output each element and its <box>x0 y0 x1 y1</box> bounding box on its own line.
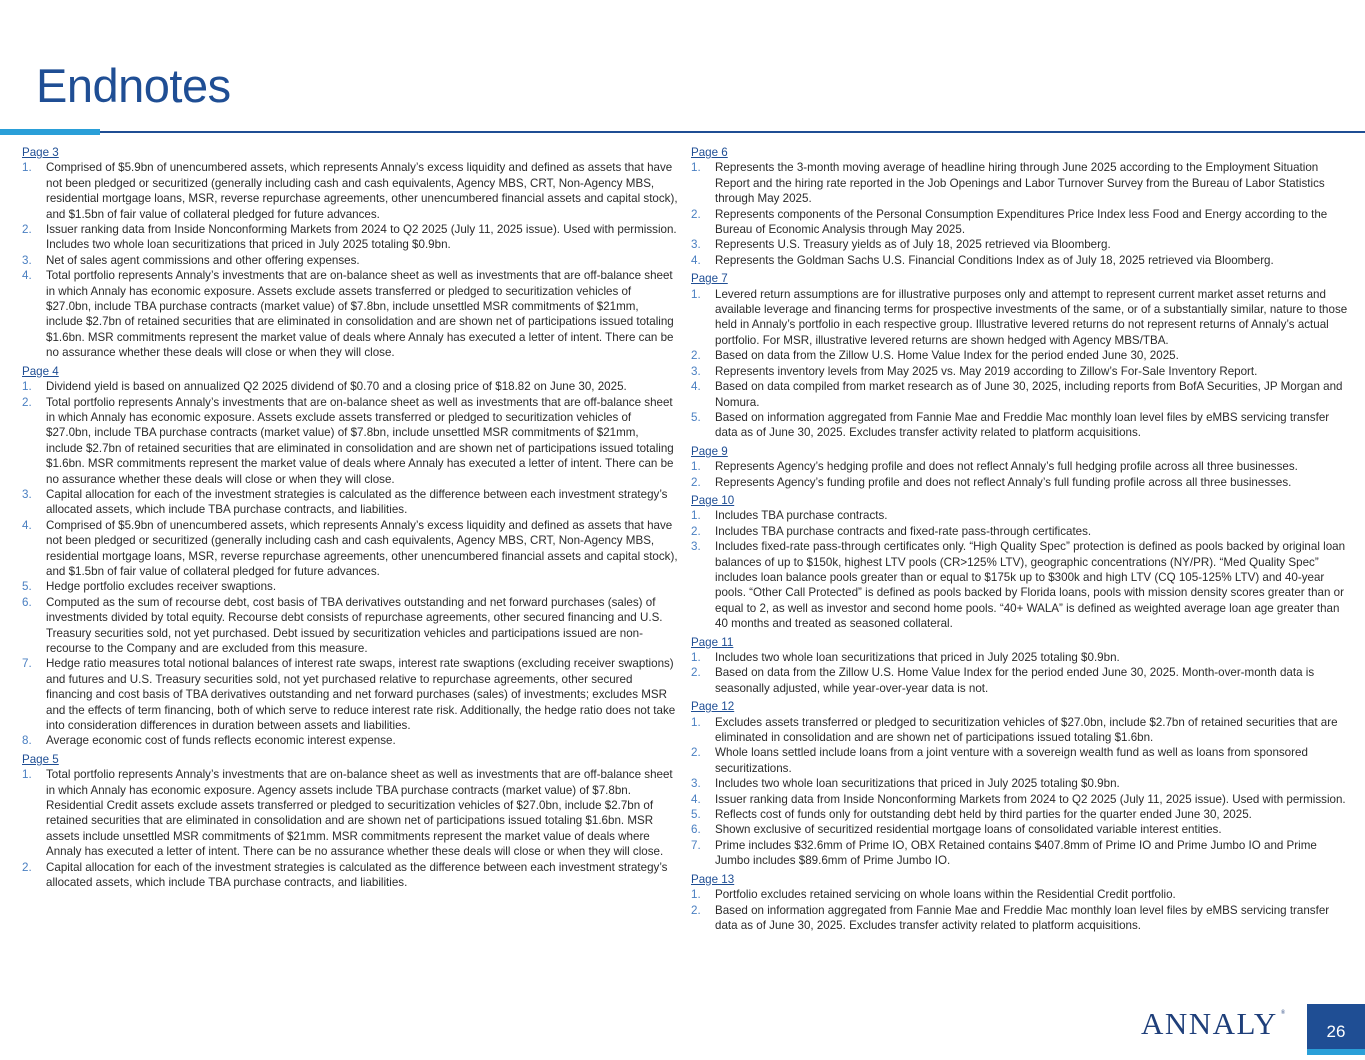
endnote-item <box>22 395 678 487</box>
endnote-text: Represents Agency’s hedging profile and does not reflect Annaly’s full hedging profile across all three businesses. <box>715 460 1298 474</box>
endnote-item <box>691 287 1351 349</box>
endnote-text: Capital allocation for each of the investment strategies is calculated as the difference between each investment strategy’s allocated assets, which include TBA purchase contracts, and liabilities. <box>46 860 668 890</box>
endnote-item <box>22 222 678 253</box>
endnote-text: Shown exclusive of securitized residential mortgage loans of consolidated variable interest entities. <box>715 823 1222 837</box>
endnote-item <box>691 715 1351 746</box>
endnote-list <box>22 160 678 360</box>
endnote-number: 4. <box>691 380 701 394</box>
title-divider <box>0 131 1365 133</box>
endnote-number: 1. <box>691 509 701 523</box>
endnote-section <box>22 749 678 891</box>
endnote-item <box>691 508 1351 523</box>
endnote-number: 2. <box>691 207 701 221</box>
endnote-text: Based on information aggregated from Fannie Mae and Freddie Mac monthly loan level files by eMBS servicing transfer data as of June 30, 2025. Excludes transfer activity related to platform acquisitions. <box>715 410 1330 440</box>
endnote-item <box>691 160 1351 206</box>
endnote-number: 2. <box>691 349 701 363</box>
endnote-section <box>691 632 1351 697</box>
endnote-number: 4. <box>691 253 701 267</box>
endnote-number: 4. <box>691 792 701 806</box>
endnote-item <box>691 379 1351 410</box>
endnote-item <box>691 237 1351 252</box>
endnote-item <box>691 475 1351 490</box>
endnote-number: 5. <box>691 410 701 424</box>
endnote-item <box>691 410 1351 441</box>
page-number-accent <box>1307 1049 1365 1055</box>
endnote-number: 5. <box>22 580 32 594</box>
endnote-number: 2. <box>691 746 701 760</box>
endnote-list <box>691 508 1351 631</box>
endnote-text: Represents Agency’s funding profile and does not reflect Annaly’s full funding profile across all three businesses. <box>715 475 1292 489</box>
endnote-number: 3. <box>691 777 701 791</box>
endnote-item <box>22 860 678 891</box>
endnote-text: Total portfolio represents Annaly’s investments that are on-balance sheet as well as investments that are off-balance sheet in which Annaly has economic exposure. Agency assets include TBA purchase contracts (market value) of $7.8bn. Residential Credit assets exclude assets transferred or pledged to securitization vehicles of $27.0bn, include $2.7bn of retained securities that are eliminated in consolidation and are shown net of participations issued totaling $1.6bn. MSR assets include unsettled MSR commitments of $21mm. MSR commitments represent the market value of deals where Annaly has executed a letter of intent. There can be no assurance whether these deals will close or when they will close. <box>46 768 673 859</box>
endnote-number: 3. <box>691 540 701 554</box>
endnote-text: Includes fixed-rate pass-through certificates only. “High Quality Spec” protection is defined as pools backed by original loan balances of up to $150k, highest LTV pools (CR>125% LTV), geographic concentrations (NY/PR). “Med Quality Spec” includes loan balance pools greater than or equal to $175k up to $300k and high LTV (CQ 105-125% LTV) and 40-year pools. “Other Call Protected” is defined as pools backed by Florida loans, pools with mission density scores greater than or equal to 2, as well as investor and second home pools. “40+ WALA” is defined as weighted average loan age greater than 40 months and treated as seasoned collateral. <box>715 540 1346 631</box>
endnote-text: Whole loans settled include loans from a joint venture with a sovereign wealth fund as well as loans from sponsored securitizations. <box>715 746 1308 775</box>
endnote-text: Represents components of the Personal Consumption Expenditures Price Index less Food and Energy according to the Bureau of Economic Analysis through May 2025. <box>715 207 1328 237</box>
endnote-number: 7. <box>691 838 701 852</box>
endnote-list <box>22 379 678 749</box>
endnote-item <box>691 459 1351 474</box>
endnote-section <box>691 696 1351 868</box>
endnote-item <box>691 745 1351 776</box>
endnote-text: Dividend yield is based on annualized Q2 2025 dividend of $0.70 and a closing price of $18.82 on June 30, 2025. <box>46 380 627 394</box>
endnote-number: 1. <box>691 651 701 664</box>
endnote-text: Includes TBA purchase contracts and fixed-rate pass-through certificates. <box>715 524 1092 538</box>
endnote-text: Represents U.S. Treasury yields as of July 18, 2025 retrieved via Bloomberg. <box>715 238 1111 252</box>
endnote-item <box>22 767 678 859</box>
endnote-section <box>691 869 1351 934</box>
page-reference-heading: Page 5 <box>22 752 59 766</box>
endnote-item <box>691 792 1351 807</box>
endnote-text: Levered return assumptions are for illustrative purposes only and attempt to represent current market asset returns and available leverage and financing terms for prospective investments of the same, or of a substantially similar, nature to those held in Annaly’s portfolio in each respective group. Illustrative levered returns do not represent returns of Annaly’s actual portfolio. For MSR, illustrative levered returns are shown hedged with Agency MBS/TBA. <box>715 287 1348 347</box>
endnote-text: Based on data from the Zillow U.S. Home Value Index for the period ended June 30, 2025. Month-over-month data is seasonally adjusted, while year-over-year data is not. <box>715 666 1315 695</box>
endnote-text: Includes TBA purchase contracts. <box>715 509 888 523</box>
endnote-number: 2. <box>691 903 701 917</box>
endnote-number: 4. <box>22 518 32 532</box>
endnote-number: 2. <box>22 223 32 237</box>
page-reference-heading: Page 3 <box>22 146 59 159</box>
endnote-number: 5. <box>691 808 701 822</box>
endnote-item <box>691 348 1351 363</box>
endnote-number: 3. <box>691 238 701 252</box>
endnote-number: 2. <box>22 860 32 874</box>
endnote-number: 4. <box>22 269 32 283</box>
endnote-number: 3. <box>22 487 32 501</box>
title-divider-accent <box>0 129 100 135</box>
endnote-text: Comprised of $5.9bn of unencumbered assets, which represents Annaly’s excess liquidity and defined as assets that have not been pledged or securitized (generally including cash and cash equivalents, Agency MBS, CRT, Non-Agency MBS, residential mortgage loans, MSR, reverse repurchase agreements, other unencumbered financial assets and capital stock), and $1.5bn of fair value of collateral pledged for future advances. <box>46 518 678 578</box>
endnote-list <box>22 767 678 890</box>
page-reference-heading: Page 13 <box>691 872 735 886</box>
endnote-text: Represents the Goldman Sachs U.S. Financial Conditions Index as of July 18, 2025 retrieved via Bloomberg. <box>715 253 1274 267</box>
endnote-number: 1. <box>691 161 701 175</box>
endnote-text: Includes two whole loan securitizations that priced in July 2025 totaling $0.9bn. <box>715 777 1120 791</box>
endnote-item <box>691 903 1351 934</box>
endnote-text: Hedge ratio measures total notional balances of interest rate swaps, interest rate swaptions (excluding receiver swaptions) and futures and U.S. Treasury securities sold, not yet purchased relative to repurchase agreements, other secured financing and cost basis of TBA derivatives outstanding and net forward purchases (sales) of investments; excludes MSR and the effects of term financing, both of which serve to reduce interest rate risk. Additionally, the hedge ratio does not take into consideration differences in duration between assets and liabilities. <box>46 657 676 733</box>
endnote-text: Total portfolio represents Annaly’s investments that are on-balance sheet as well as investments that are off-balance sheet in which Annaly has economic exposure. Assets exclude assets transferred or pledged to securitization vehicles of $27.0bn, include TBA purchase contracts (market value) of $7.8bn, include unsettled MSR commitments of $21mm, include $2.7bn of retained securities that are eliminated in consolidation and are shown net of participations issued totaling $1.6bn. MSR commitments represent the market value of deals where Annaly has executed a letter of intent. There can be no assurance whether these deals will close or when they will close. <box>46 395 674 486</box>
endnote-item <box>22 379 678 394</box>
endnote-number: 1. <box>22 768 32 782</box>
endnote-text: Total portfolio represents Annaly’s investments that are on-balance sheet as well as investments that are off-balance sheet in which Annaly has economic exposure. Assets exclude assets transferred or pledged to securitization vehicles of $27.0bn, include TBA purchase contracts (market value) of $7.8bn, include unsettled MSR commitments of $21mm, include $2.7bn of retained securities that are eliminated in consolidation and are shown net of participations issued totaling $1.6bn. MSR commitments represent the market value of deals where Annaly has executed a letter of intent. There can be no assurance whether these deals will close or when they will close. <box>46 269 674 360</box>
logo-text: ANNALY <box>1141 1006 1278 1041</box>
endnote-item <box>22 733 678 748</box>
endnote-text: Net of sales agent commissions and other offering expenses. <box>46 253 360 267</box>
endnote-number: 6. <box>691 823 701 837</box>
endnote-text: Includes two whole loan securitizations that priced in July 2025 totaling $0.9bn. <box>715 651 1120 664</box>
page-number: 26 <box>1307 1004 1365 1055</box>
page-reference-heading: Page 12 <box>691 700 735 714</box>
endnote-item <box>691 776 1351 791</box>
endnote-text: Issuer ranking data from Inside Nonconforming Markets from 2024 to Q2 2025 (July 11, 2025 issue). Used with permission. Includes two whole loan securitizations that priced in July 2025 totaling $0.9bn. <box>46 223 677 252</box>
endnote-list <box>691 287 1351 441</box>
endnote-item <box>691 524 1351 539</box>
endnote-list <box>691 160 1351 268</box>
endnote-text: Represents inventory levels from May 2025 vs. May 2019 according to Zillow’s For-Sale Inventory Report. <box>715 364 1258 378</box>
registered-mark: ® <box>1280 1010 1286 1016</box>
endnote-text: Portfolio excludes retained servicing on whole loans within the Residential Credit portfolio. <box>715 888 1176 902</box>
endnote-item <box>691 364 1351 379</box>
endnote-number: 6. <box>22 595 32 609</box>
page-reference-heading: Page 11 <box>691 635 734 649</box>
endnote-section <box>691 143 1351 268</box>
endnote-text: Prime includes $32.6mm of Prime IO, OBX Retained contains $407.8mm of Prime IO and Prime Jumbo IO and Prime Jumbo includes $89.6mm of Prime Jumbo IO. <box>715 838 1317 868</box>
page-reference-heading: Page 7 <box>691 272 728 286</box>
endnote-section <box>691 268 1351 440</box>
endnote-number: 2. <box>691 524 701 538</box>
endnote-text: Based on information aggregated from Fannie Mae and Freddie Mac monthly loan level files by eMBS servicing transfer data as of June 30, 2025. Excludes transfer activity related to platform acquisitions. <box>715 903 1330 932</box>
endnote-item <box>691 665 1351 696</box>
endnote-number: 2. <box>691 475 701 489</box>
endnote-text: Issuer ranking data from Inside Nonconforming Markets from 2024 to Q2 2025 (July 11, 2025 issue). Used with permission. <box>715 792 1346 806</box>
page-reference-heading: Page 4 <box>22 364 59 378</box>
endnote-item <box>22 160 678 222</box>
endnote-item <box>22 518 678 580</box>
endnote-item <box>691 650 1351 665</box>
endnote-number: 1. <box>691 715 701 729</box>
endnote-number: 1. <box>691 460 701 474</box>
endnote-item <box>691 838 1351 869</box>
endnote-number: 1. <box>691 287 701 301</box>
endnotes-right-column <box>691 143 1351 933</box>
endnote-list <box>691 650 1351 696</box>
endnote-number: 2. <box>22 395 32 409</box>
endnote-item <box>691 887 1351 902</box>
annaly-logo <box>1141 1006 1285 1042</box>
page-reference-heading: Page 9 <box>691 444 728 458</box>
endnote-section <box>691 490 1351 632</box>
endnote-list <box>691 459 1351 490</box>
endnote-item <box>22 656 678 733</box>
endnote-item <box>691 207 1351 238</box>
endnote-item <box>22 268 678 360</box>
endnote-text: Reflects cost of funds only for outstanding debt held by third parties for the quarter ended June 30, 2025. <box>715 808 1252 822</box>
endnote-item <box>691 253 1351 268</box>
endnote-text: Based on data from the Zillow U.S. Home Value Index for the period ended June 30, 2025. <box>715 349 1179 363</box>
endnote-number: 2. <box>691 666 701 680</box>
endnote-item <box>22 579 678 594</box>
endnote-item <box>22 595 678 657</box>
endnote-text: Comprised of $5.9bn of unencumbered assets, which represents Annaly’s excess liquidity and defined as assets that have not been pledged or securitized (generally including cash and cash equivalents, Agency MBS, CRT, Non-Agency MBS, residential mortgage loans, MSR, reverse repurchase agreements, other unencumbered financial assets and capital stock), and $1.5bn of fair value of collateral pledged for future advances. <box>46 161 678 221</box>
endnote-number: 1. <box>22 161 32 175</box>
endnote-section <box>691 441 1351 490</box>
endnote-item <box>691 807 1351 822</box>
endnote-section <box>22 143 678 361</box>
endnote-number: 7. <box>22 657 32 671</box>
endnote-text: Excludes assets transferred or pledged to securitization vehicles of $27.0bn, include $2.7bn of retained securities that are eliminated in consolidation and are shown net of participations issued totaling $1.6bn. <box>715 715 1338 745</box>
endnote-number: 8. <box>22 734 32 748</box>
page-reference-heading: Page 6 <box>691 146 728 159</box>
page-reference-heading: Page 10 <box>691 493 735 507</box>
endnote-section <box>22 361 678 749</box>
endnote-number: 1. <box>691 888 701 902</box>
endnote-list <box>691 887 1351 933</box>
endnote-text: Represents the 3-month moving average of headline hiring through June 2025 according to the Employment Situation Report and the hiring rate reported in the Job Openings and Labor Turnover Survey from the Bureau of Labor Statistics through May 2025. <box>715 161 1325 206</box>
endnote-item <box>691 822 1351 837</box>
endnote-text: Hedge portfolio excludes receiver swaptions. <box>46 580 277 594</box>
endnote-number: 3. <box>691 364 701 378</box>
endnote-text: Capital allocation for each of the investment strategies is calculated as the difference between each investment strategy’s allocated assets, which include TBA purchase contracts, and liabilities. <box>46 487 668 517</box>
endnotes-left-column <box>22 143 678 891</box>
endnote-item <box>22 487 678 518</box>
endnote-text: Computed as the sum of recourse debt, cost basis of TBA derivatives outstanding and net forward purchases (sales) of investments divided by total equity. Recourse debt consists of repurchase agreements, other secured financing and U.S. Treasury securities sold, not yet purchased. Debt issued by securitization vehicles and participations issued are non-recourse to the Company and are excluded from this measure. <box>46 595 663 655</box>
endnote-text: Average economic cost of funds reflects economic interest expense. <box>46 734 396 748</box>
endnote-number: 1. <box>22 380 32 394</box>
endnote-item <box>691 539 1351 631</box>
endnote-list <box>691 715 1351 869</box>
endnote-number: 3. <box>22 253 32 267</box>
page-title: Endnotes <box>36 59 231 112</box>
endnote-text: Based on data compiled from market research as of June 30, 2025, including reports from BofA Securities, JP Morgan and Nomura. <box>715 380 1343 409</box>
endnote-item <box>22 253 678 268</box>
